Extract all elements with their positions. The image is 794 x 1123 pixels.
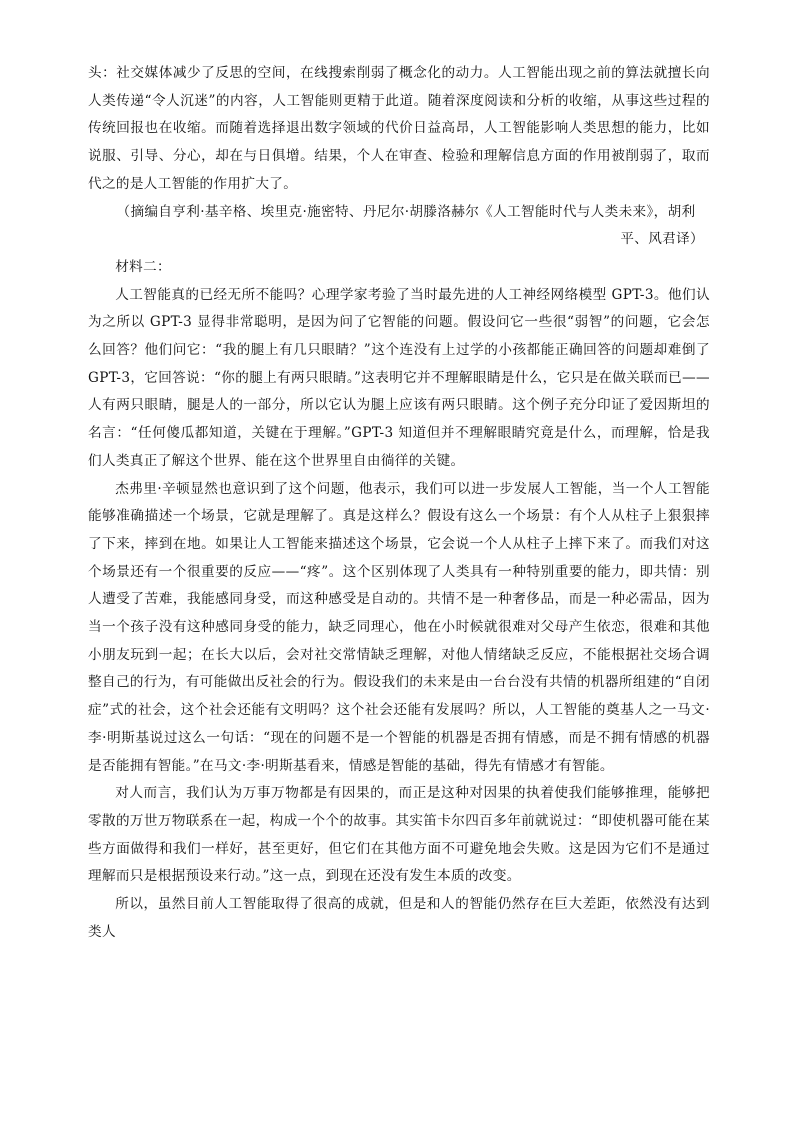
material2-heading: 材料二： [115,258,171,275]
source-citation-line1: （摘编自亨利·基辛格、埃里克·施密特、丹尼尔·胡滕洛赫尔《人工智能时代与人类未来》，胡利 [116,203,696,220]
material2-paragraph-4: 所以，虽然目前人工智能取得了很高的成就，但是和人的智能仍然存在巨大差距，依然没有达到类人 [88,896,710,940]
material1-tail-paragraph: 头：社交媒体减少了反思的空间，在线搜索削弱了概念化的动力。人工智能出现之前的算法就擅长向人类传递“令人沉迷”的内容，人工智能则更精于此道。随着深度阅读和分析的收缩，从事这些过程的传统回报也在收缩。而随着选择退出数字领域的代价日益高昂，人工智能影响人类思想的能力，比如说服、引导、分心，却在与日俱增。结果，个人在审查、检验和理解信息方面的作用被削弱了，取而代之的是人工智能的作用扩大了。 [88,65,710,192]
document-body [88,60,710,947]
material2-paragraph-1: 人工智能真的已经无所不能吗？心理学家考验了当时最先进的人工神经网络模型 GPT-3。他们认为之所以 GPT-3 显得非常聪明，是因为问了它智能的问题。假设问它一些很“弱智”的问题，它会怎么回答？他们问它：“我的腿上有几只眼睛？”这个连没有上过学的小孩都能正确回答的问题却难倒了 GPT-3，它回答说：“你的腿上有两只眼睛。”这表明它并不理解眼睛是什么，它只是在做关联而已——人有两只眼睛，腿是人的一部分，所以它认为腿上应该有两只眼睛。这个例子充分印证了爱因斯坦的名言：“任何傻瓜都知道，关键在于理解。”GPT-3 知道但并不理解眼睛究竟是什么，而理解，恰是我们人类真正了解这个世界、能在这个世界里自由徜徉的关键。 [88,286,710,469]
source-citation-line2: 平、风君译） [620,231,704,248]
source-citation [88,199,710,254]
material2-paragraph-3: 对人而言，我们认为万事万物都是有因果的，而正是这种对因果的执着使我们能够推理，能够把零散的万世万物联系在一起，构成一个个的故事。其实笛卡尔四百多年前就说过：“即使机器可能在某些方面做得和我们一样好，甚至更好，但它们在其他方面不可避免地会失败。这是因为它们不是通过理解而只是根据预设来行动。”这一点，到现在还没有发生本质的改变。 [88,785,710,885]
material2-paragraph-2: 杰弗里·辛顿显然也意识到了这个问题，他表示，我们可以进一步发展人工智能，当一个人工智能能够准确描述一个场景，它就是理解了。真是这样么？假设有这么一个场景：有个人从柱子上狠狠摔了下来，摔到在地。如果让人工智能来描述这个场景，它会说一个人从柱子上摔下来了。而我们对这个场景还有一个很重要的反应——“疼”。这个区别体现了人类具有一种特别重要的能力，即共情：别人遭受了苦难，我能感同身受，而这种感受是自动的。共情不是一种奢侈品，而是一种必需品，因为当一个孩子没有这种感同身受的能力，缺乏同理心，他在小时候就很难对父母产生依恋，很难和其他小朋友玩到一起；在长大以后，会对社交常情缺乏理解，对他人情绪缺乏反应，不能根据社交场合调整自己的行为，有可能做出反社会的行为。假设我们的未来是由一台台没有共情的机器所组建的“自闭症”式的社会，这个社会还能有文明吗？这个社会还能有发展吗？所以，人工智能的奠基人之一马文·李·明斯基说过这么一句话：“现在的问题不是一个智能的机器是否拥有情感，而是不拥有情感的机器是否能拥有智能。”在马文·李·明斯基看来，情感是智能的基础，得先有情感才有智能。 [88,480,710,774]
